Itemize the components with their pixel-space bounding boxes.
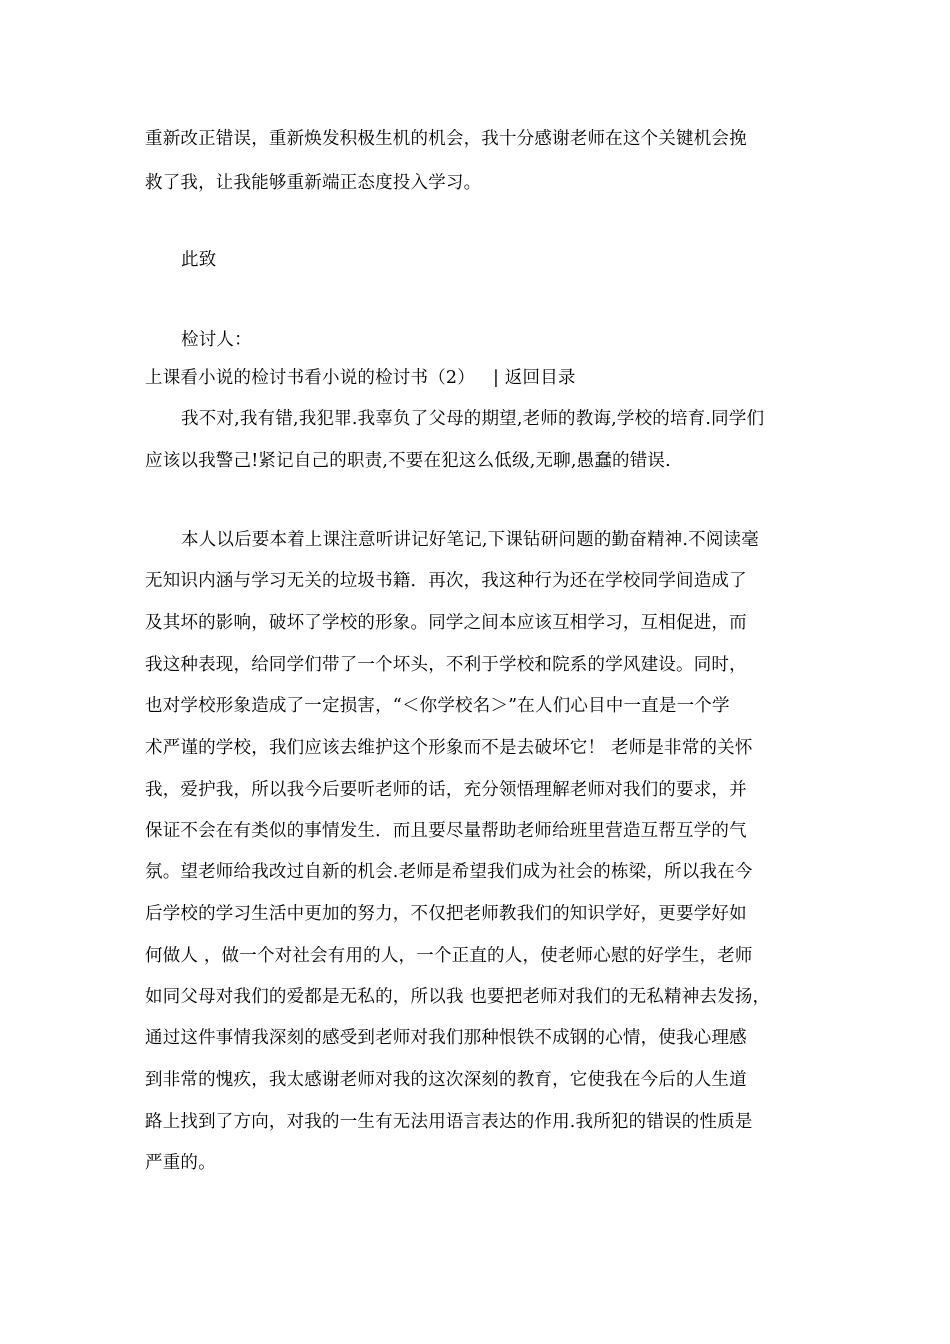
section-title: 上课看小说的检讨书看小说的检讨书（2） <box>145 368 475 388</box>
para2-line-7: 我，爱护我，所以我今后要听老师的话，充分领悟理解老师对我们的要求，并 <box>145 780 747 800</box>
para2-line-10: 后学校的学习生活中更加的努力，不仅把老师教我们的知识学好，更要学好如 <box>145 904 747 924</box>
para2-line-5: 也对学校形象造成了一定损害，“＜你学校名＞”在人们心目中一直是一个学 <box>145 696 730 716</box>
section-heading <box>145 367 576 389</box>
para2-line-14: 到非常的愧疚，我太感谢老师对我的这次深刻的教育，它使我在今后的人生道 <box>145 1070 747 1090</box>
para1-line-2: 应该以我警己!紧记自己的职责,不要在犯这么低级,无聊,愚蠢的错误. <box>145 451 671 471</box>
para2-line-2: 无知识内涵与学习无关的垃圾书籍．再次，我这种行为还在学校同学间造成了 <box>145 571 747 591</box>
para2-line-1: 本人以后要本着上课注意听讲记好笔记,下课钻研问题的勤奋精神.不阅读毫 <box>181 530 759 550</box>
para2-line-8: 保证不会在有类似的事情发生．而且要尽量帮助老师给班里营造互帮互学的气 <box>145 821 747 841</box>
para2-line-15: 路上找到了方向，对我的一生有无法用语言表达的作用.我所犯的错误的性质是 <box>145 1112 753 1132</box>
para2-line-6: 术严谨的学校，我们应该去维护这个形象而不是去破坏它！ 老师是非常的关怀 <box>145 738 753 758</box>
para2-line-16: 严重的。 <box>145 1153 216 1173</box>
para2-line-12: 如同父母对我们的爱都是无私的，所以我 也要把老师对我们的无私精神去发扬， <box>145 987 771 1007</box>
para1-line-1: 我不对,我有错,我犯罪.我辜负了父母的期望,老师的教诲,学校的培育.同学们 <box>181 409 765 429</box>
para2-line-3: 及其坏的影响，破坏了学校的形象。同学之间本应该互相学习，互相促进，而 <box>145 613 747 633</box>
intro-line-1: 重新改正错误，重新焕发积极生机的机会，我十分感谢老师在这个关键机会挽 <box>145 129 747 149</box>
closing-salutation: 此致 <box>181 250 217 270</box>
back-to-toc-link[interactable]: | 返回目录 <box>492 368 576 388</box>
para2-line-4: 我这种表现，给同学们带了一个坏头，不利于学校和院系的学风建设。同时， <box>145 655 747 675</box>
para2-line-11: 何做人 ，做一个对社会有用的人，一个正直的人，使老师心慰的好学生，老师 <box>145 946 753 966</box>
signature-label: 检讨人： <box>181 330 252 350</box>
para2-line-13: 通过这件事情我深刻的感受到老师对我们那种恨铁不成钢的心情，使我心理感 <box>145 1028 747 1048</box>
para2-line-9: 氛。望老师给我改过自新的机会.老师是希望我们成为社会的栋梁，所以我在今 <box>145 862 753 882</box>
intro-line-2: 救了我，让我能够重新端正态度投入学习。 <box>145 173 482 193</box>
